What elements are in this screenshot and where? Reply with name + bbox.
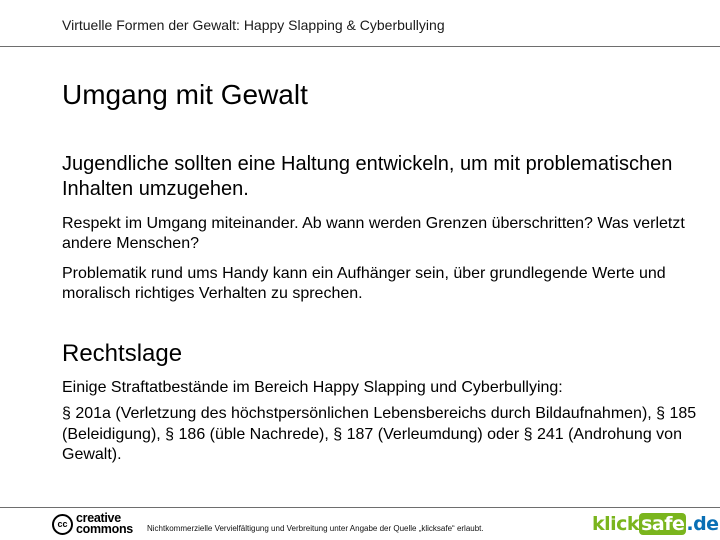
section-title-umgang: Umgang mit Gewalt: [62, 79, 308, 110]
cc-word-commons: commons: [76, 522, 133, 536]
paragraph-handy: Problematik rund ums Handy kann ein Aufhänger sein, über grundlegende Werte und moralisch richtiges Verhalten zu sprechen.: [62, 265, 666, 302]
footer-divider: [0, 507, 720, 508]
klicksafe-logo: [592, 513, 719, 535]
paragraph-paragraphen: § 201a (Verletzung des höchstpersönlichen Lebensbereichs durch Bildaufnahmen), § 185 (Beleidigung), § 186 (üble Nachrede), § 187 (Verleumdung) oder § 241 (Androhung von Gewalt).: [62, 405, 697, 463]
paragraph-straftatbestaende: Einige Straftatbestände im Bereich Happy Slapping und Cyberbullying:: [62, 379, 563, 396]
logo-de: .de: [686, 513, 719, 535]
section-title-rechtslage: Rechtslage: [62, 340, 183, 367]
lead-statement: Jugendliche sollten eine Haltung entwickeln, um mit problematischen Inhalten umzugehen.: [62, 153, 673, 200]
slide-header: Virtuelle Formen der Gewalt: Happy Slapping & Cyberbullying: [62, 17, 445, 33]
paragraph-respekt: Respekt im Umgang miteinander. Ab wann werden Grenzen überschritten? Was verletzt andere Menschen?: [62, 215, 685, 252]
header-divider: [0, 46, 720, 47]
cc-word-creative: creative: [76, 511, 121, 525]
cc-wordmark: [76, 513, 133, 535]
logo-klick: klick: [592, 513, 640, 535]
cc-badge: cc: [52, 514, 73, 535]
license-notice: Nichtkommerzielle Vervielfältigung und Verbreitung unter Angabe der Quelle „klicksafe“ erlaubt.: [147, 524, 484, 533]
creative-commons-icon: [52, 513, 133, 535]
logo-safe: safe: [641, 513, 685, 535]
